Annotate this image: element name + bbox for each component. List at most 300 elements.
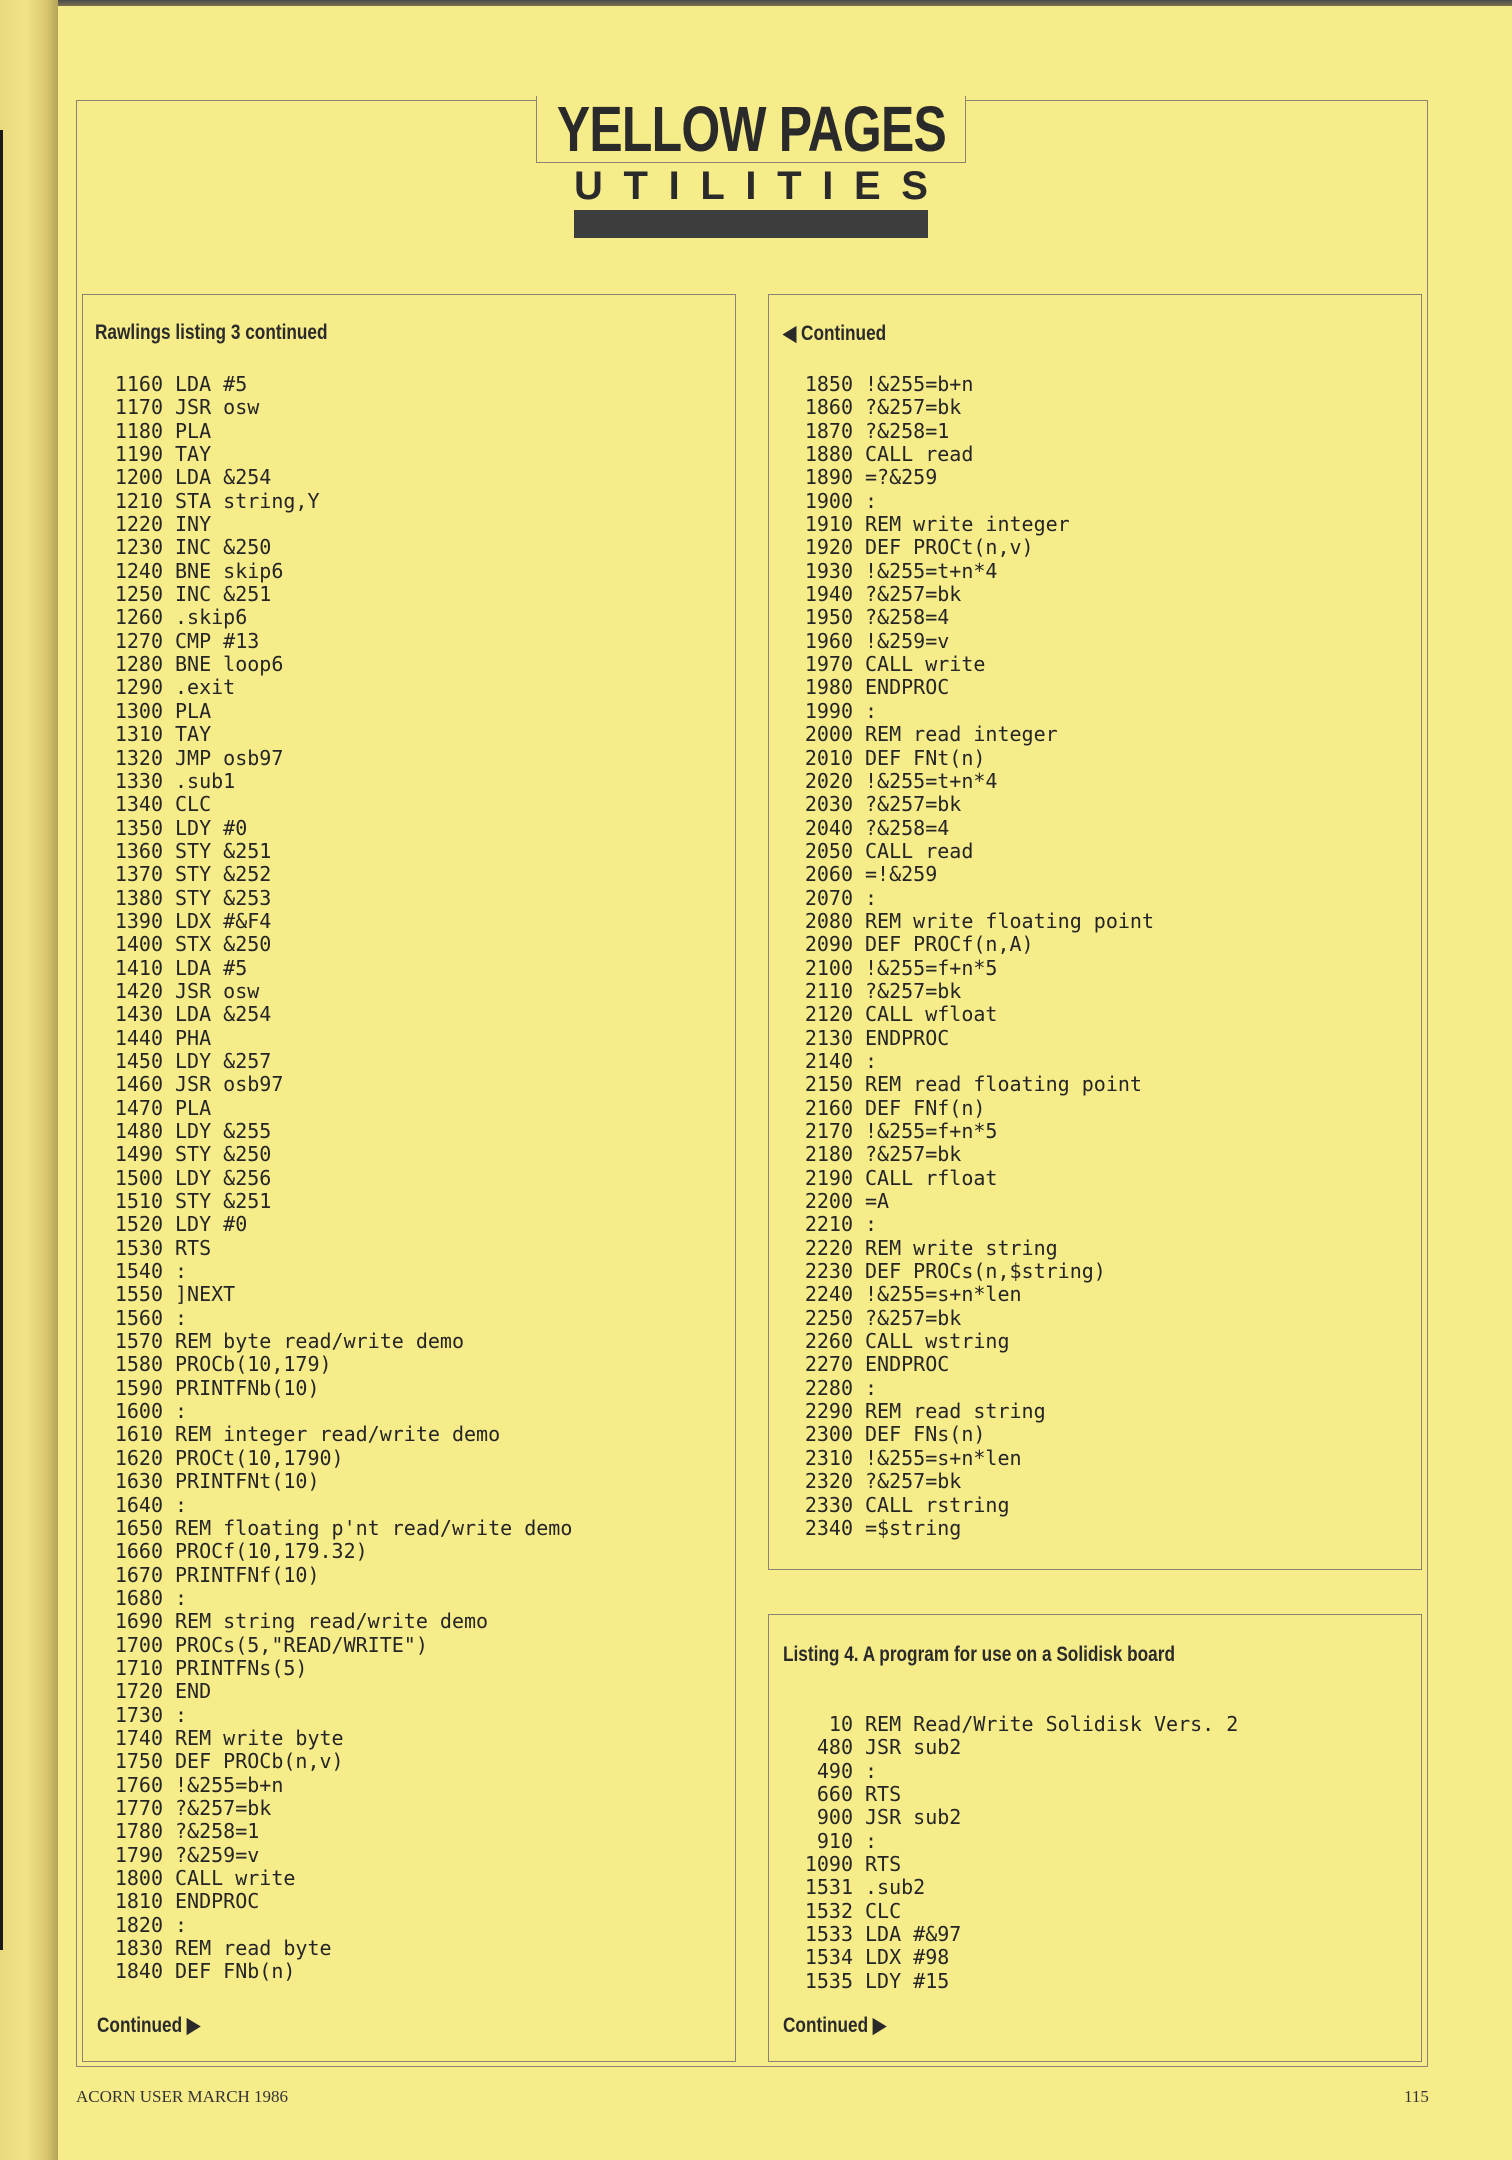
code-line	[101, 1400, 572, 1423]
line-number: 1850	[804, 372, 853, 396]
footer-page-number: 115	[1404, 2087, 1429, 2106]
line-number: 1260	[114, 605, 163, 630]
right-listing-panel	[768, 294, 1422, 1570]
code-line	[791, 583, 1154, 606]
line-code: !&255=t+n*4	[865, 558, 998, 583]
code-line	[791, 1377, 1154, 1400]
line-code: ?&257=bk	[865, 1469, 962, 1494]
code-line	[101, 443, 572, 466]
code-line	[101, 1680, 572, 1703]
masthead	[536, 93, 966, 165]
code-line	[101, 1587, 572, 1610]
line-code: RTS	[865, 1852, 902, 1877]
line-number: 1910	[804, 512, 853, 537]
line-number: 1390	[114, 908, 163, 933]
line-number: 1610	[114, 1422, 163, 1447]
code-line	[791, 466, 1154, 489]
line-number: 1670	[114, 1562, 163, 1587]
code-line	[101, 630, 572, 653]
code-line	[791, 1213, 1154, 1236]
line-code: TAY	[175, 442, 212, 467]
line-number: 1270	[114, 628, 163, 653]
line-number: 2200	[804, 1189, 853, 1214]
line-number: 1540	[114, 1259, 163, 1284]
code-line	[101, 1540, 572, 1563]
code-line	[101, 490, 572, 513]
line-code: JSR osb97	[175, 1072, 284, 1097]
line-code: ?&258=1	[865, 418, 950, 443]
code-line	[791, 1120, 1154, 1143]
line-code: ?&258=1	[175, 1819, 260, 1844]
code-line	[791, 1713, 1238, 1736]
subhead-bar	[574, 210, 928, 238]
subhead-letter: U	[574, 164, 603, 208]
line-number: 1170	[114, 395, 163, 420]
code-line	[101, 536, 572, 559]
code-line	[791, 373, 1154, 396]
line-number: 1630	[114, 1469, 163, 1494]
line-code: CALL rfloat	[865, 1165, 998, 1190]
line-code: REM read string	[865, 1399, 1046, 1424]
line-number: 1510	[114, 1189, 163, 1214]
line-number: 1380	[114, 885, 163, 910]
line-number: 1730	[114, 1702, 163, 1727]
line-number: 1780	[114, 1819, 163, 1844]
line-code: PROCf(10,179.32)	[175, 1539, 368, 1564]
line-code: :	[175, 1399, 188, 1424]
line-code: STX &250	[175, 932, 272, 957]
line-code: ?&257=bk	[865, 978, 962, 1003]
line-number: 2150	[804, 1072, 853, 1097]
line-code: CALL read	[865, 442, 974, 467]
left-continued-label	[97, 2013, 200, 2038]
line-code: !&255=t+n*4	[865, 768, 998, 793]
code-line	[101, 1423, 572, 1446]
line-number: 2330	[804, 1492, 853, 1517]
line-number: 1960	[804, 628, 853, 653]
line-code: RTS	[865, 1782, 902, 1807]
line-code: REM write byte	[175, 1725, 344, 1750]
line-number: 1810	[114, 1889, 163, 1914]
line-code: CMP #13	[175, 628, 260, 653]
subhead-letter: I	[822, 164, 834, 208]
line-code: REM integer read/write demo	[175, 1422, 501, 1447]
line-number: 2090	[804, 932, 853, 957]
line-number: 1330	[114, 768, 163, 793]
line-code: JMP osb97	[175, 745, 284, 770]
line-number: 1660	[114, 1539, 163, 1564]
code-line	[791, 1423, 1154, 1446]
line-code: LDA &254	[175, 465, 272, 490]
line-code: STY &250	[175, 1142, 272, 1167]
code-line	[791, 676, 1154, 699]
line-code: =!&259	[865, 862, 938, 887]
line-number: 2310	[804, 1445, 853, 1470]
line-code: ?&257=bk	[865, 792, 962, 817]
line-code: END	[175, 1679, 212, 1704]
code-line	[791, 1783, 1238, 1806]
line-number: 2340	[804, 1515, 853, 1540]
line-code: =A	[865, 1189, 890, 1214]
line-number: 1620	[114, 1445, 163, 1470]
line-number: 1240	[114, 558, 163, 583]
line-code: PROCb(10,179)	[175, 1352, 332, 1377]
line-number: 1490	[114, 1142, 163, 1167]
line-code: REM write floating point	[865, 908, 1154, 933]
line-number: 2010	[804, 745, 853, 770]
subhead-letter: L	[700, 164, 725, 208]
code-line	[101, 1377, 572, 1400]
line-code: =?&259	[865, 465, 938, 490]
line-number: 2110	[804, 978, 853, 1003]
code-line	[101, 1727, 572, 1750]
code-line	[101, 1027, 572, 1050]
line-number: 10	[828, 1712, 853, 1736]
code-line	[101, 1330, 572, 1353]
code-line	[791, 1330, 1154, 1353]
line-number: 2120	[804, 1002, 853, 1027]
line-number: 1310	[114, 722, 163, 747]
code-line	[101, 957, 572, 980]
line-code: ENDPROC	[865, 675, 950, 700]
code-line	[101, 1494, 572, 1517]
line-code: :	[865, 488, 878, 513]
line-code: !&259=v	[865, 628, 950, 653]
line-number: 1590	[114, 1375, 163, 1400]
line-number: 1320	[114, 745, 163, 770]
line-code: JSR osw	[175, 978, 260, 1003]
line-code: INY	[175, 512, 212, 537]
code-line	[791, 606, 1154, 629]
line-code: .exit	[175, 675, 236, 700]
line-number: 1720	[114, 1679, 163, 1704]
line-code: CALL wfloat	[865, 1002, 998, 1027]
line-code: DEF PROCf(n,A)	[865, 932, 1034, 957]
line-number: 2300	[804, 1422, 853, 1447]
line-number: 1880	[804, 442, 853, 467]
line-code: REM read byte	[175, 1936, 332, 1961]
line-number: 2180	[804, 1142, 853, 1167]
line-number: 2260	[804, 1329, 853, 1354]
line-code: CALL write	[865, 652, 986, 677]
line-code: PRINTFNb(10)	[175, 1375, 320, 1400]
subhead-letter: T	[777, 164, 802, 208]
code-line	[101, 1283, 572, 1306]
code-line	[101, 1797, 572, 1820]
listing-4-continued-label	[783, 2013, 886, 2038]
line-code: LDY &255	[175, 1119, 272, 1143]
code-line	[101, 1353, 572, 1376]
code-line	[791, 817, 1154, 840]
line-number: 2210	[804, 1212, 853, 1237]
page-top-edge	[0, 0, 1512, 6]
code-line	[101, 1260, 572, 1283]
line-number: 1760	[114, 1772, 163, 1797]
line-number: 1680	[114, 1585, 163, 1610]
code-line	[101, 1470, 572, 1493]
line-number: 2020	[804, 768, 853, 793]
line-number: 1280	[114, 652, 163, 677]
line-number: 2290	[804, 1399, 853, 1424]
code-line	[101, 1190, 572, 1213]
line-number: 1520	[114, 1212, 163, 1237]
line-code: !&255=b+n	[175, 1772, 284, 1797]
line-number: 1530	[114, 1235, 163, 1260]
line-code: :	[865, 1048, 878, 1073]
line-number: 1870	[804, 418, 853, 443]
line-number: 900	[816, 1805, 853, 1830]
line-code: REM Read/Write Solidisk Vers. 2	[865, 1712, 1239, 1736]
left-code-listing	[101, 373, 572, 1984]
code-line	[101, 1774, 572, 1797]
line-code: REM floating p'nt read/write demo	[175, 1515, 573, 1540]
line-code: BNE skip6	[175, 558, 284, 583]
line-code: INC &251	[175, 582, 272, 607]
code-line	[791, 1806, 1238, 1829]
arrow-left-icon: ◀	[783, 322, 797, 345]
line-code: !&255=s+n*len	[865, 1282, 1022, 1307]
code-line	[101, 1447, 572, 1470]
line-number: 1532	[804, 1898, 853, 1923]
code-line	[101, 396, 572, 419]
code-line	[101, 1867, 572, 1890]
line-code: ?&257=bk	[865, 582, 962, 607]
subhead-letter: T	[623, 164, 648, 208]
line-code: LDY #0	[175, 1212, 248, 1237]
code-line	[101, 1050, 572, 1073]
footer-publication: ACORN USER MARCH 1986	[76, 2087, 289, 2106]
masthead-title: YELLOW PAGES	[556, 93, 946, 165]
line-code: :	[175, 1912, 188, 1937]
line-number: 1210	[114, 488, 163, 513]
line-code: .skip6	[175, 605, 248, 630]
line-code: PLA	[175, 1095, 212, 1120]
line-number: 2100	[804, 955, 853, 980]
code-line	[101, 1657, 572, 1680]
code-line	[101, 770, 572, 793]
line-code: CALL write	[175, 1866, 296, 1890]
code-line	[791, 887, 1154, 910]
code-line	[791, 1307, 1154, 1330]
code-line	[791, 396, 1154, 419]
code-line	[791, 630, 1154, 653]
line-number: 2240	[804, 1282, 853, 1307]
line-number: 2230	[804, 1259, 853, 1284]
line-number: 1370	[114, 862, 163, 887]
line-number: 2070	[804, 885, 853, 910]
line-code: !&255=f+n*5	[865, 1119, 998, 1143]
right-code-listing	[791, 373, 1154, 1540]
line-number: 1690	[114, 1609, 163, 1634]
code-line	[791, 933, 1154, 956]
line-code: :	[175, 1259, 188, 1284]
line-code: .sub1	[175, 768, 236, 793]
line-code: REM byte read/write demo	[175, 1329, 464, 1354]
code-line	[791, 1900, 1238, 1923]
line-code: ENDPROC	[865, 1352, 950, 1377]
code-line	[101, 560, 572, 583]
code-line	[791, 1760, 1238, 1783]
line-number: 1200	[114, 465, 163, 490]
line-number: 2320	[804, 1469, 853, 1494]
subhead-letter: S	[901, 164, 928, 208]
code-line	[791, 560, 1154, 583]
code-line	[101, 1914, 572, 1937]
line-number: 1440	[114, 1025, 163, 1050]
code-line	[791, 1447, 1154, 1470]
code-line	[101, 1937, 572, 1960]
code-line	[791, 747, 1154, 770]
line-code: PROCt(10,1790)	[175, 1445, 344, 1470]
line-code: :	[865, 1212, 878, 1237]
line-number: 1750	[114, 1749, 163, 1774]
code-line	[791, 863, 1154, 886]
subhead-letter: E	[853, 164, 881, 208]
code-line	[101, 606, 572, 629]
line-code: :	[175, 1492, 188, 1517]
code-line	[791, 770, 1154, 793]
line-number: 1250	[114, 582, 163, 607]
line-number: 1820	[114, 1912, 163, 1937]
line-code: !&255=f+n*5	[865, 955, 998, 980]
line-number: 2250	[804, 1305, 853, 1330]
subhead-letter: I	[745, 164, 757, 208]
line-number: 1980	[804, 675, 853, 700]
line-number: 2030	[804, 792, 853, 817]
line-number: 1900	[804, 488, 853, 513]
line-code: PRINTFNt(10)	[175, 1469, 320, 1494]
line-code: LDA &254	[175, 1002, 272, 1027]
code-line	[791, 1517, 1154, 1540]
spine-shadow-line	[0, 130, 3, 1950]
code-line	[791, 700, 1154, 723]
line-number: 1535	[804, 1968, 853, 1993]
line-number: 1970	[804, 652, 853, 677]
line-code: REM write integer	[865, 512, 1070, 537]
code-line	[101, 1237, 572, 1260]
magazine-spine	[0, 0, 58, 2160]
code-line	[101, 723, 572, 746]
line-number: 1534	[804, 1945, 853, 1970]
line-code: ?&257=bk	[865, 1142, 962, 1167]
line-code: LDA #5	[175, 955, 248, 980]
code-line	[791, 536, 1154, 559]
code-line	[791, 1050, 1154, 1073]
line-code: PHA	[175, 1025, 212, 1050]
line-number: 1340	[114, 792, 163, 817]
line-code: PLA	[175, 418, 212, 443]
line-code: LDY &257	[175, 1048, 272, 1073]
line-number: 1190	[114, 442, 163, 467]
line-number: 2220	[804, 1235, 853, 1260]
code-line	[101, 466, 572, 489]
line-code: REM string read/write demo	[175, 1609, 489, 1634]
line-number: 1790	[114, 1842, 163, 1867]
line-code: DEF PROCs(n,$string)	[865, 1259, 1106, 1284]
line-number: 2050	[804, 838, 853, 863]
line-code: PRINTFNs(5)	[175, 1655, 308, 1680]
line-number: 1460	[114, 1072, 163, 1097]
line-code: :	[865, 1758, 878, 1783]
code-line	[101, 513, 572, 536]
code-line	[101, 1890, 572, 1913]
code-line	[101, 1143, 572, 1166]
code-line	[791, 793, 1154, 816]
code-line	[101, 1213, 572, 1236]
line-number: 1430	[114, 1002, 163, 1027]
line-code: REM read floating point	[865, 1072, 1142, 1097]
code-line	[101, 933, 572, 956]
line-number: 1740	[114, 1725, 163, 1750]
line-number: 1090	[804, 1852, 853, 1877]
line-number: 2270	[804, 1352, 853, 1377]
line-code: LDY #0	[175, 815, 248, 840]
code-line	[791, 723, 1154, 746]
code-line	[101, 887, 572, 910]
line-code: CALL wstring	[865, 1329, 1010, 1354]
line-number: 1710	[114, 1655, 163, 1680]
line-number: 1830	[114, 1936, 163, 1961]
code-line	[791, 1237, 1154, 1260]
code-line	[101, 373, 572, 396]
line-number: 2280	[804, 1375, 853, 1400]
code-line	[791, 1003, 1154, 1026]
line-number: 1410	[114, 955, 163, 980]
line-code: JSR osw	[175, 395, 260, 420]
line-number: 1570	[114, 1329, 163, 1354]
line-number: 1550	[114, 1282, 163, 1307]
code-line	[101, 1073, 572, 1096]
code-line	[791, 443, 1154, 466]
line-number: 1500	[114, 1165, 163, 1190]
code-line	[791, 653, 1154, 676]
code-line	[101, 1517, 572, 1540]
line-code: LDY #15	[865, 1968, 950, 1993]
code-line	[101, 1120, 572, 1143]
code-line	[101, 817, 572, 840]
line-number: 660	[816, 1782, 853, 1807]
code-line	[101, 420, 572, 443]
code-line	[791, 1830, 1238, 1853]
code-line	[101, 1003, 572, 1026]
line-code: ?&257=bk	[175, 1795, 272, 1820]
code-line	[791, 910, 1154, 933]
line-number: 1420	[114, 978, 163, 1003]
line-code: REM read integer	[865, 722, 1058, 747]
line-code: :	[175, 1585, 188, 1610]
line-code: JSR sub2	[865, 1735, 962, 1760]
line-code: PRINTFNf(10)	[175, 1562, 320, 1587]
code-line	[101, 747, 572, 770]
code-line	[791, 1736, 1238, 1759]
line-number: 1840	[114, 1959, 163, 1984]
code-line	[101, 1307, 572, 1330]
line-number: 1230	[114, 535, 163, 560]
code-line	[101, 1960, 572, 1983]
line-code: CLC	[175, 792, 212, 817]
line-code: CALL read	[865, 838, 974, 863]
listing-4-heading: Listing 4. A program for use on a Solidisk board	[783, 1643, 1175, 1666]
code-line	[101, 1610, 572, 1633]
line-code: :	[865, 1828, 878, 1853]
line-code: DEF FNt(n)	[865, 745, 986, 770]
line-code: CLC	[865, 1898, 902, 1923]
line-code: INC &250	[175, 535, 272, 560]
line-code: ]NEXT	[175, 1282, 236, 1307]
left-panel-heading: Rawlings listing 3 continued	[95, 321, 328, 344]
line-code: DEF PROCb(n,v)	[175, 1749, 344, 1774]
line-number: 1580	[114, 1352, 163, 1377]
